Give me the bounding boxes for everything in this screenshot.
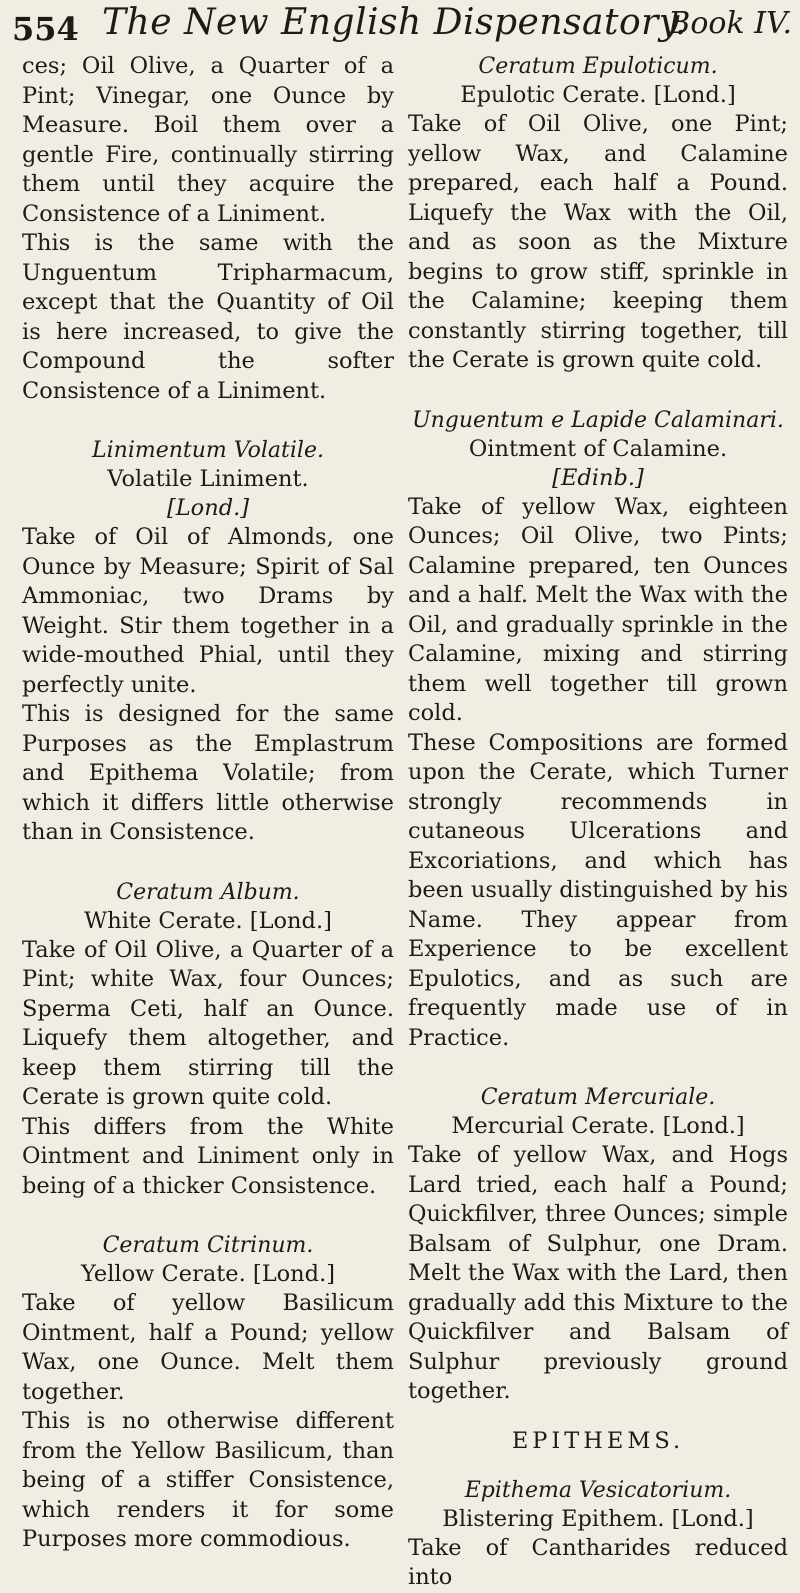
intro-note: This is the same with the Unguentum Tripharmacum, except that the Quantity of Oil is here increased, to give the Compound the softer Consistence of a Liniment. <box>22 230 394 404</box>
entry-latin-title: Ceratum Album. <box>116 879 300 905</box>
entry-body: Take of Oil Olive, a Quarter of a Pint; white Wax, four Ounces; Sperma Ceti, half an Ounce. Liquefy them altogether, and keep them stirring till the Cerate is grown quite cold. <box>22 936 394 1110</box>
entry-english-title: Mercurial Cerate. [Lond.] <box>451 1113 745 1139</box>
entry-body: Take of Oil of Almonds, one Ounce by Measure; Spirit of Sal Ammoniac, two Drams by Weight. Stir them together in a wide-mouthed Phial, until they perfectly unite. <box>22 524 394 698</box>
entry-english-title: Blistering Epithem. [Lond.] <box>442 1505 754 1532</box>
entry-latin-title: Ceratum Epuloticum. <box>478 54 718 79</box>
entry-latin-title: Unguentum e Lapide Calaminari. <box>412 407 784 433</box>
entry-latin-title: Epithema Vesicatorium. <box>464 1477 732 1503</box>
entry-english-title: Ointment of Calamine. <box>468 435 728 462</box>
entry-reference: [Edinb.] <box>552 464 644 491</box>
entry-latin-title: Ceratum Mercuriale. <box>480 1085 716 1110</box>
entry-body: Take of yellow Basilicum Ointment, half a Pound; yellow Wax, one Ounce. Melt them together. <box>22 1290 394 1405</box>
entry-english-title: Yellow Cerate. [Lond.] <box>80 1261 335 1287</box>
page-number: 554 <box>12 10 79 48</box>
running-title: The New English Dispensatory. <box>102 2 687 43</box>
entry-english-title: White Cerate. [Lond.] <box>84 907 332 934</box>
entry-body: Take of Oil Olive, one Pint; yellow Wax, and Calamine prepared, each half a Pound. Liquefy the Wax with the Oil, and as soon as the Mixture begins to grow stiff, sprinkle in the Calamine; keeping them constantly stirring together, till the Cerate is grown quite cold. <box>408 111 788 373</box>
intro-paragraph: ces; Oil Olive, a Quarter of a Pint; Vinegar, one Ounce by Measure. Boil them over a gentle Fire, continually stirring them until they acquire the Consistence of a Liniment. <box>22 53 394 227</box>
entry-reference: [Lond.] <box>166 495 250 521</box>
entry-english-title: Epulotic Cerate. [Lond.] <box>460 82 736 108</box>
entry-note: These Compositions are formed upon the Cerate, which Turner strongly recommends in cutaneous Ulcerations and Excoriations, and which has been usually distinguished by his Name. They appear from Experience to be excellent Epulotics, and as such are frequently made use of in Practice. <box>408 729 788 1051</box>
entry-latin-title: Linimentum Volatile. <box>92 438 324 463</box>
left-column <box>22 52 394 1555</box>
page-header <box>12 2 792 46</box>
entry-body: Take of Cantharides reduced into <box>408 1534 788 1590</box>
entry-body: Take of yellow Wax, eighteen Ounces; Oil Olive, two Pints; Calamine prepared, ten Ounces and a half. Melt the Wax with the Oil, and gradually sprinkle in the Calamine, mixing and stirring them well together till grown cold. <box>408 493 788 726</box>
entry-note: This differs from the White Ointment and Liniment only in being of a thicker Consistence. <box>22 1113 394 1199</box>
entry-english-title: Volatile Liniment. <box>107 466 309 492</box>
entry-note: This is designed for the same Purposes as the Emplastrum and Epithema Volatile; from which it differs little otherwise than in Consistence. <box>22 701 394 845</box>
entry-body: Take of yellow Wax, and Hogs Lard tried, each half a Pound; Quickfilver, three Ounces; simple Balsam of Sulphur, one Dram. Melt the Wax with the Lard, then gradually add this Mixture to the Quickfilver and Balsam of Sulphur previously ground together. <box>408 1142 788 1404</box>
right-column <box>408 52 788 1593</box>
entry-latin-title: Ceratum Citrinum. <box>102 1233 314 1258</box>
entry-note: This is no otherwise different from the Yellow Basilicum, than being of a stiffer Consistence, which renders it for some Purposes more commodious. <box>22 1408 394 1552</box>
section-heading: EPITHEMS. <box>511 1427 685 1454</box>
book-label: Book IV. <box>668 6 792 41</box>
